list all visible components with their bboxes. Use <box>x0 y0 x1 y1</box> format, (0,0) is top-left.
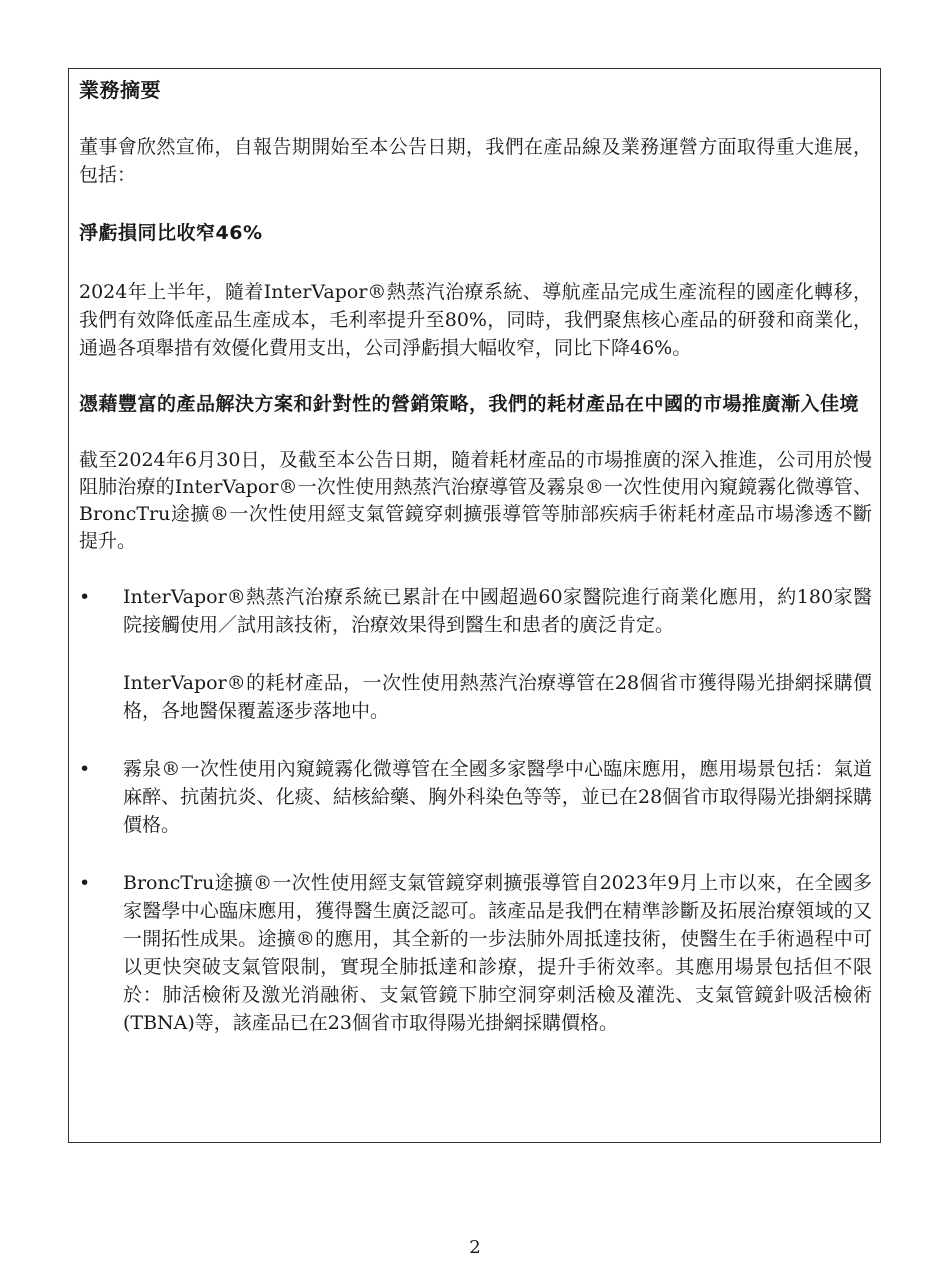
document-body <box>79 76 872 1037</box>
bullet-item-wuquan <box>79 755 872 839</box>
bullet-text: 霧泉®一次性使用內窺鏡霧化微導管在全國多家醫學中心臨床應用，應用場景包括：氣道麻醉、抗菌抗炎、化痰、結核給藥、胸外科染色等等，並已在28個省市取得陽光掛網採購價格。 <box>123 758 872 836</box>
net-loss-paragraph: 2024年上半年，隨着InterVapor®熱蒸汽治療系統、導航產品完成生產流程的國產化轉移，我們有效降低產品生產成本，毛利率提升至80%，同時，我們聚焦核心產品的研發和商業化，通過各項舉措有效優化費用支出，公司淨虧損大幅收窄，同比下降46%。 <box>79 281 872 359</box>
bullet-item-bronctru <box>79 869 872 1037</box>
net-loss-heading: 淨虧損同比收窄46% <box>79 222 263 244</box>
bullet-continuation: InterVapor®的耗材產品，一次性使用熱蒸汽治療導管在28個省市獲得陽光掛網採購價格，各地醫保覆蓋逐步落地中。 <box>123 672 872 722</box>
bullet-item-intervapor <box>79 583 872 725</box>
section-title: 業務摘要 <box>79 78 161 102</box>
intro-paragraph: 董事會欣然宣佈，自報告期開始至本公告日期，我們在產品線及業務運營方面取得重大進展，包括： <box>79 136 872 186</box>
market-heading: 憑藉豐富的產品解決方案和針對性的營銷策略，我們的耗材產品在中國的市場推廣漸入佳境 <box>79 393 860 415</box>
page-number: 2 <box>469 1237 481 1258</box>
bullet-marker: • <box>79 872 91 894</box>
bullet-text: BroncTru途擴®一次性使用經支氣管鏡穿刺擴張導管自2023年9月上市以來，在全國多家醫學中心臨床應用，獲得醫生廣泛認可。該產品是我們在精準診斷及拓展治療領域的又一開拓性成果。途擴®的應用，其全新的一步法肺外周抵達技術，使醫生在手術過程中可以更快突破支氣管限制，實現全肺抵達和診療，提升手術效率。其應用場景包括但不限於：肺活檢術及激光消融術、支氣管鏡下肺空洞穿刺活檢及灌洗、支氣管鏡針吸活檢術(TBNA)等，該產品已在23個省市取得陽光掛網採購價格。 <box>123 872 872 1034</box>
market-paragraph: 截至2024年6月30日，及截至本公告日期，隨着耗材產品的市場推廣的深入推進，公司用於慢阻肺治療的InterVapor®一次性使用熱蒸汽治療導管及霧泉®一次性使用內窺鏡霧化微導管、BroncTru途擴®一次性使用經支氣管鏡穿刺擴張導管等肺部疾病手術耗材產品市場滲透不斷提升。 <box>79 449 872 552</box>
bullet-text: InterVapor®熱蒸汽治療系統已累計在中國超過60家醫院進行商業化應用，約180家醫院接觸使用／試用該技術，治療效果得到醫生和患者的廣泛肯定。 <box>123 586 872 636</box>
bullet-marker: • <box>79 586 91 608</box>
bullet-marker: • <box>79 758 91 780</box>
